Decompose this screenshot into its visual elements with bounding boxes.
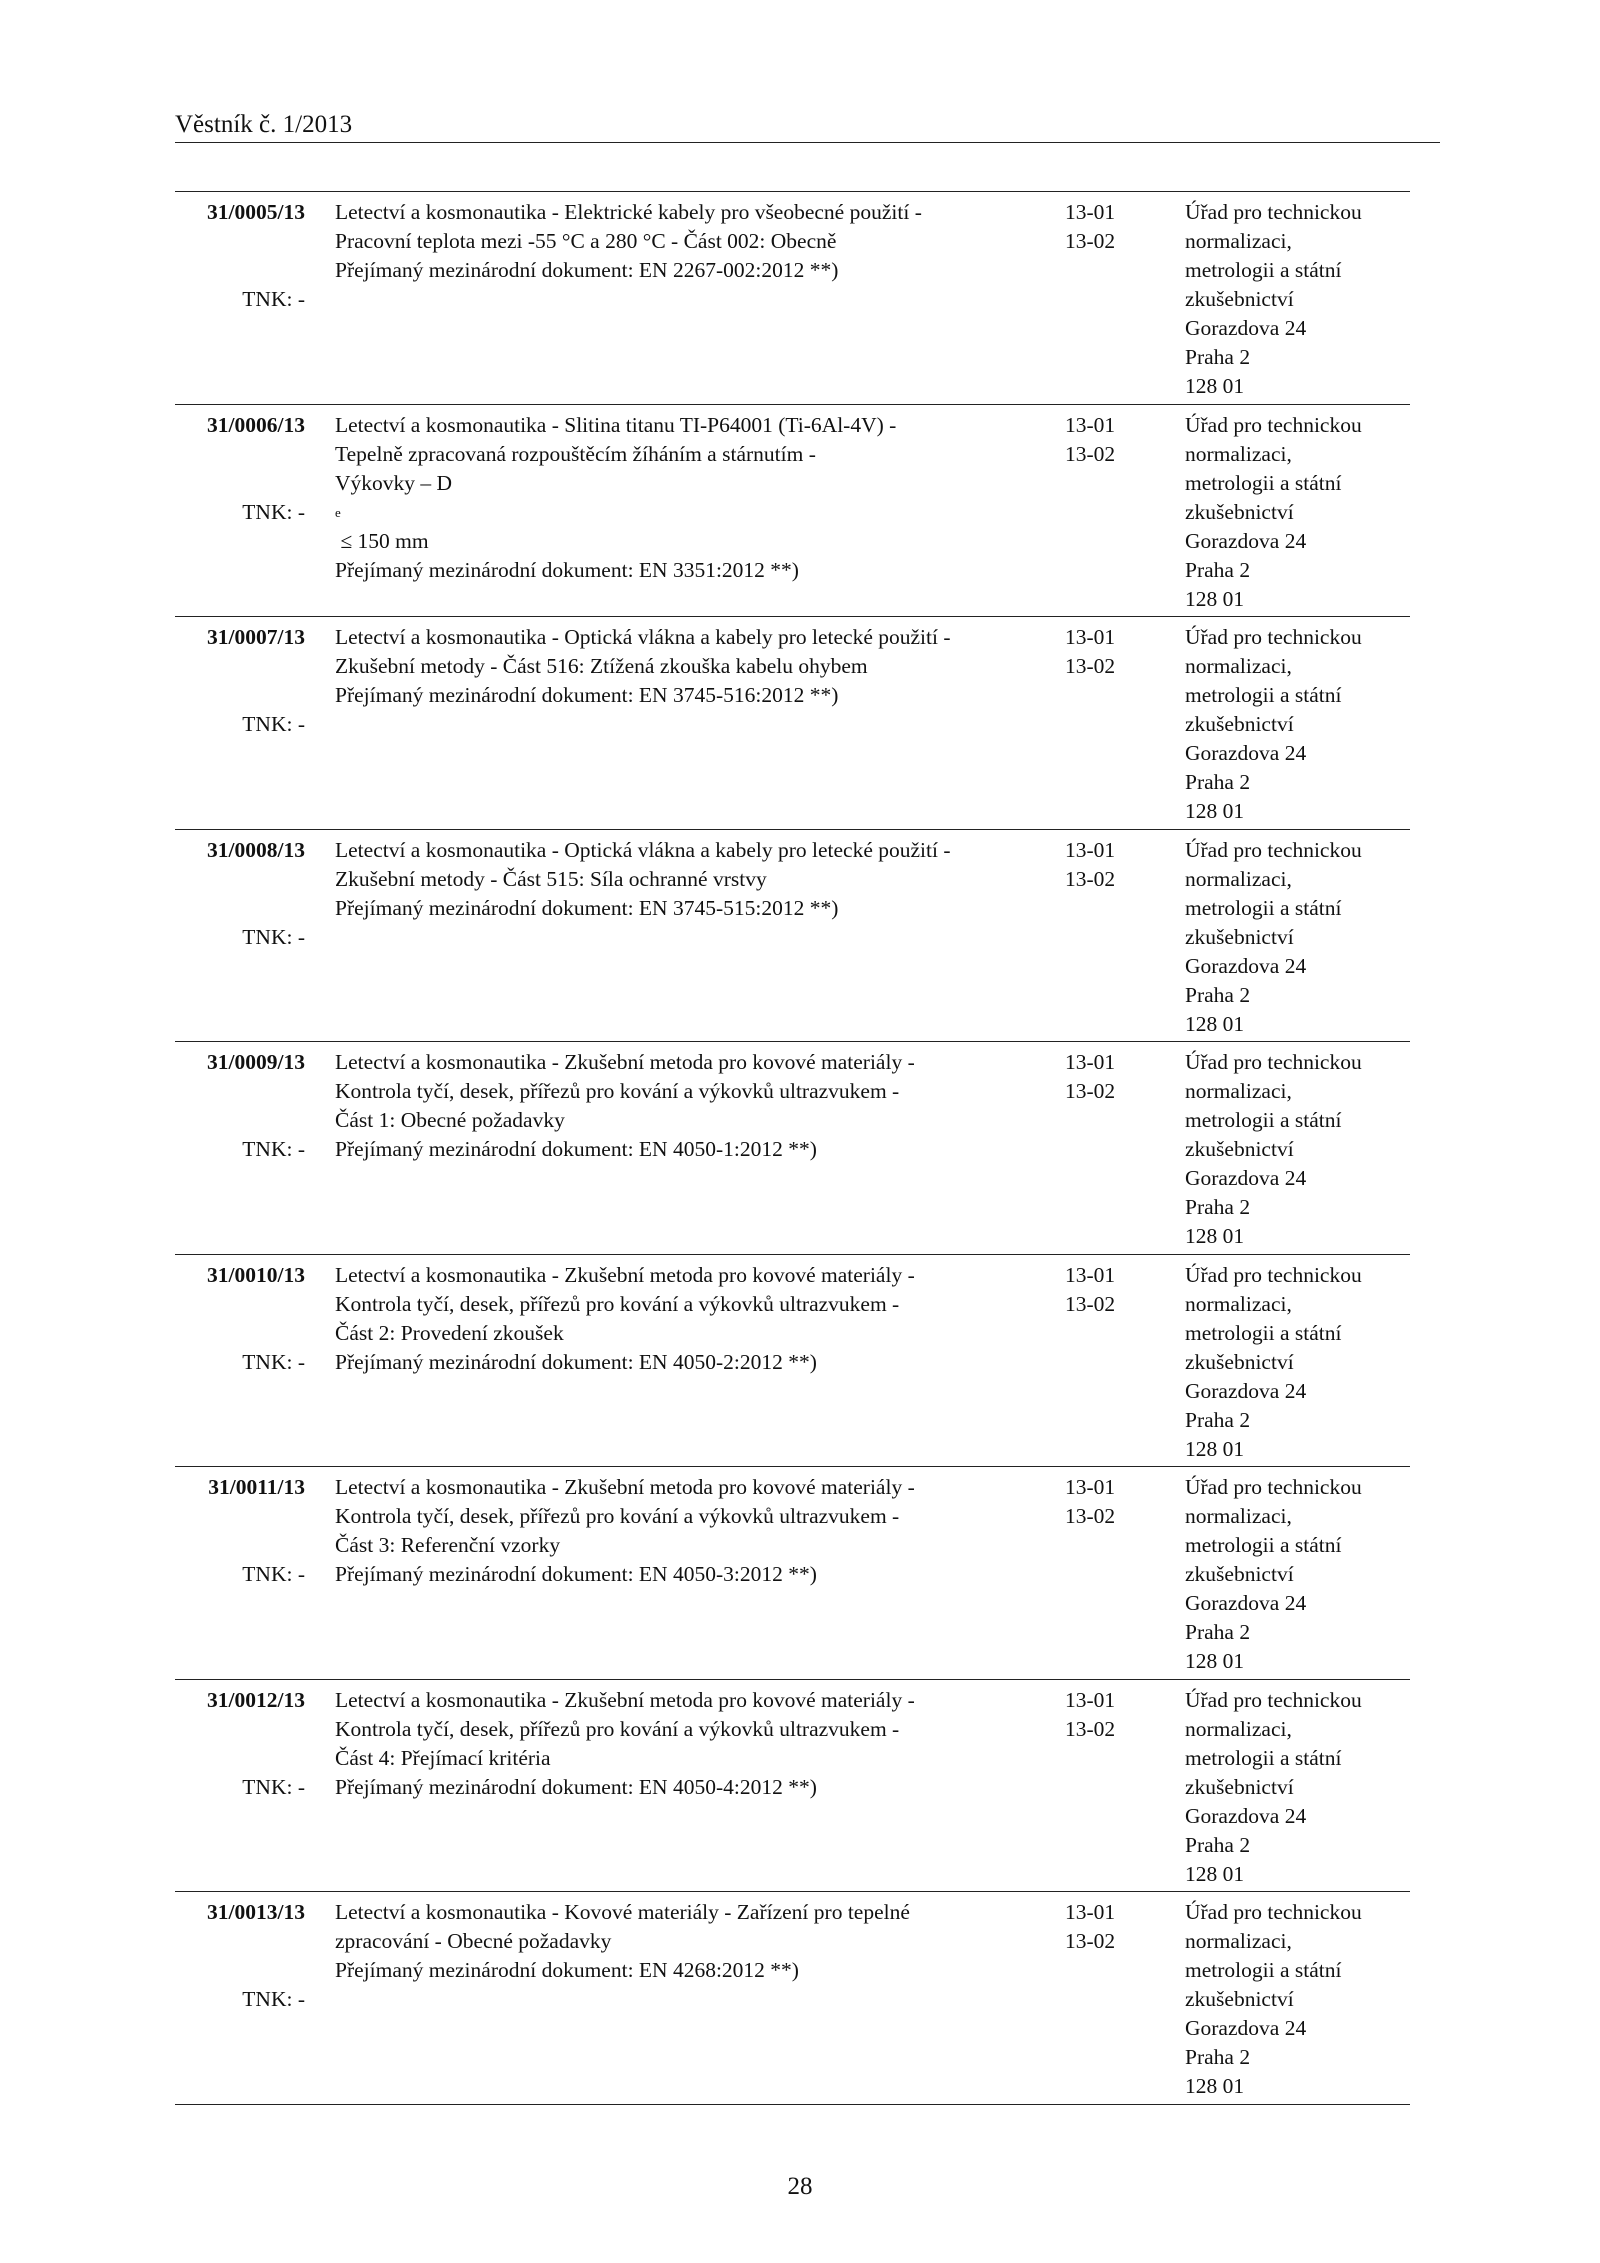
entry-codes bbox=[1065, 1261, 1155, 1319]
org-line: metrologii a státní bbox=[1185, 1533, 1342, 1557]
code: 13-01 bbox=[1065, 1475, 1116, 1499]
org-line: Úřad pro technickou bbox=[1185, 412, 1362, 437]
org-line: zkušebnictví bbox=[1185, 712, 1294, 736]
org-line: normalizaci, bbox=[1185, 229, 1292, 253]
org-line: Praha 2 bbox=[1185, 1620, 1251, 1644]
org-line: Gorazdova 24 bbox=[1185, 2016, 1307, 2040]
org-line: metrologii a státní bbox=[1185, 683, 1342, 707]
org-line: zkušebnictví bbox=[1185, 499, 1294, 524]
org-line: Úřad pro technickou bbox=[1185, 1475, 1362, 1499]
org-line: Praha 2 bbox=[1185, 982, 1251, 1007]
table-row bbox=[175, 1042, 1410, 1255]
description-line bbox=[335, 469, 1035, 556]
entry-id-cell bbox=[175, 623, 305, 739]
org-line: zkušebnictví bbox=[1185, 287, 1294, 311]
org-line: Gorazdova 24 bbox=[1185, 953, 1307, 978]
entry-id-cell bbox=[175, 198, 305, 314]
code: 13-02 bbox=[1065, 1716, 1116, 1741]
entry-id: 31/0008/13 bbox=[207, 837, 305, 862]
description-line: zpracování - Obecné požadavky bbox=[335, 1929, 612, 1953]
subscript: e bbox=[335, 504, 341, 520]
description-line: Přejímaný mezinárodní dokument: EN 4050-2:2012 **) bbox=[335, 1349, 817, 1374]
code: 13-02 bbox=[1065, 1079, 1116, 1103]
description-line: Část 1: Obecné požadavky bbox=[335, 1108, 565, 1132]
code: 13-01 bbox=[1065, 1687, 1116, 1712]
org-line: Gorazdova 24 bbox=[1185, 316, 1307, 340]
description-line: Letectví a kosmonautika - Zkušební metoda pro kovové materiály - bbox=[335, 1475, 915, 1499]
org-line: zkušebnictví bbox=[1185, 1562, 1294, 1586]
description-line: Letectví a kosmonautika - Elektrické kabely pro všeobecné použití - bbox=[335, 200, 922, 224]
org-line: normalizaci, bbox=[1185, 866, 1292, 891]
entry-codes bbox=[1065, 1898, 1155, 1956]
org-line: Úřad pro technickou bbox=[1185, 200, 1362, 224]
org-line: 128 01 bbox=[1185, 1011, 1245, 1036]
org-line: normalizaci, bbox=[1185, 1291, 1292, 1316]
table-row bbox=[175, 617, 1410, 830]
entry-description bbox=[335, 1261, 1035, 1377]
org-line: zkušebnictví bbox=[1185, 1774, 1294, 1799]
entry-tnk: TNK: - bbox=[242, 712, 305, 736]
code: 13-02 bbox=[1065, 866, 1116, 891]
org-line: 128 01 bbox=[1185, 1861, 1245, 1886]
description-line: Přejímaný mezinárodní dokument: EN 3745-515:2012 **) bbox=[335, 895, 839, 920]
code: 13-01 bbox=[1065, 625, 1116, 649]
description-line: Kontrola tyčí, desek, přířezů pro kování a výkovků ultrazvukem - bbox=[335, 1291, 900, 1316]
entry-id-cell bbox=[175, 1473, 305, 1589]
entry-tnk: TNK: - bbox=[242, 1137, 305, 1161]
org-line: Praha 2 bbox=[1185, 1407, 1251, 1432]
entry-id-cell bbox=[175, 411, 305, 527]
code: 13-01 bbox=[1065, 1050, 1116, 1074]
org-line: metrologii a státní bbox=[1185, 470, 1342, 495]
entry-tnk: TNK: - bbox=[242, 287, 305, 311]
entry-codes bbox=[1065, 836, 1155, 894]
description-line: Zkušební metody - Část 515: Síla ochranné vrstvy bbox=[335, 866, 767, 891]
entry-id: 31/0007/13 bbox=[207, 625, 305, 649]
org-line: Gorazdova 24 bbox=[1185, 1378, 1307, 1403]
code: 13-01 bbox=[1065, 1262, 1116, 1287]
description-line: Letectví a kosmonautika - Optická vlákna a kabely pro letecké použití - bbox=[335, 837, 951, 862]
description-line: Zkušební metody - Část 516: Ztížená zkouška kabelu ohybem bbox=[335, 654, 868, 678]
org-line: zkušebnictví bbox=[1185, 1987, 1294, 2011]
page-header bbox=[175, 110, 1440, 143]
entry-tnk: TNK: - bbox=[242, 1774, 305, 1799]
entry-tnk: TNK: - bbox=[242, 1349, 305, 1374]
org-line: normalizaci, bbox=[1185, 654, 1292, 678]
org-line: Praha 2 bbox=[1185, 2045, 1251, 2069]
code: 13-02 bbox=[1065, 1504, 1116, 1528]
entry-description bbox=[335, 623, 1035, 710]
description-line: Přejímaný mezinárodní dokument: EN 4268:2012 **) bbox=[335, 1958, 799, 1982]
org-line: 128 01 bbox=[1185, 586, 1245, 611]
entries-table bbox=[175, 191, 1410, 2105]
description-line: Část 3: Referenční vzorky bbox=[335, 1533, 561, 1557]
entry-id-cell bbox=[175, 836, 305, 952]
entry-tnk: TNK: - bbox=[242, 499, 305, 524]
org-line: metrologii a státní bbox=[1185, 1320, 1342, 1345]
table-row bbox=[175, 1255, 1410, 1468]
org-line: metrologii a státní bbox=[1185, 1745, 1342, 1770]
code: 13-01 bbox=[1065, 412, 1116, 437]
org-line: normalizaci, bbox=[1185, 1504, 1292, 1528]
description-line: Přejímaný mezinárodní dokument: EN 3745-516:2012 **) bbox=[335, 683, 839, 707]
org-line: metrologii a státní bbox=[1185, 258, 1342, 282]
entry-organization bbox=[1185, 198, 1415, 401]
entry-id: 31/0010/13 bbox=[207, 1262, 305, 1287]
org-line: Praha 2 bbox=[1185, 345, 1251, 369]
description-line: Kontrola tyčí, desek, přířezů pro kování a výkovků ultrazvukem - bbox=[335, 1716, 900, 1741]
org-line: Praha 2 bbox=[1185, 557, 1251, 582]
description-line: Tepelně zpracovaná rozpouštěcím žíháním a stárnutím - bbox=[335, 441, 816, 466]
entry-description bbox=[335, 411, 1035, 585]
entry-codes bbox=[1065, 1473, 1155, 1531]
org-line: Gorazdova 24 bbox=[1185, 528, 1307, 553]
org-line: Praha 2 bbox=[1185, 1195, 1251, 1219]
code: 13-01 bbox=[1065, 1900, 1116, 1924]
org-line: Gorazdova 24 bbox=[1185, 741, 1307, 765]
description-text: ≤ 150 mm bbox=[335, 528, 429, 553]
description-line: Kontrola tyčí, desek, přířezů pro kování a výkovků ultrazvukem - bbox=[335, 1504, 900, 1528]
org-line: metrologii a státní bbox=[1185, 895, 1342, 920]
entry-id: 31/0006/13 bbox=[207, 412, 305, 437]
org-line: 128 01 bbox=[1185, 2074, 1245, 2098]
org-line: Úřad pro technickou bbox=[1185, 1687, 1362, 1712]
description-line: Přejímaný mezinárodní dokument: EN 4050-3:2012 **) bbox=[335, 1562, 817, 1586]
description-line: Část 4: Přejímací kritéria bbox=[335, 1745, 551, 1770]
description-line: Letectví a kosmonautika - Kovové materiály - Zařízení pro tepelné bbox=[335, 1900, 910, 1924]
entry-tnk: TNK: - bbox=[242, 1562, 305, 1586]
table-row bbox=[175, 192, 1410, 405]
entry-organization bbox=[1185, 1898, 1415, 2101]
entry-tnk: TNK: - bbox=[242, 924, 305, 949]
org-line: 128 01 bbox=[1185, 1436, 1245, 1461]
table-row bbox=[175, 1467, 1410, 1680]
entry-id: 31/0011/13 bbox=[208, 1475, 305, 1499]
description-text: Výkovky – D bbox=[335, 470, 453, 495]
org-line: normalizaci, bbox=[1185, 1716, 1292, 1741]
table-row bbox=[175, 1892, 1410, 2105]
entry-organization bbox=[1185, 1261, 1415, 1464]
entry-organization bbox=[1185, 623, 1415, 826]
description-line: Přejímaný mezinárodní dokument: EN 4050-4:2012 **) bbox=[335, 1774, 817, 1799]
org-line: 128 01 bbox=[1185, 1224, 1245, 1248]
entry-codes bbox=[1065, 1686, 1155, 1744]
code: 13-02 bbox=[1065, 441, 1116, 466]
description-line: Přejímaný mezinárodní dokument: EN 3351:2012 **) bbox=[335, 557, 799, 582]
org-line: Úřad pro technickou bbox=[1185, 625, 1362, 649]
org-line: normalizaci, bbox=[1185, 441, 1292, 466]
org-line: Úřad pro technickou bbox=[1185, 1262, 1362, 1287]
entry-organization bbox=[1185, 1686, 1415, 1889]
org-line: zkušebnictví bbox=[1185, 924, 1294, 949]
description-line: Přejímaný mezinárodní dokument: EN 4050-1:2012 **) bbox=[335, 1137, 817, 1161]
entry-id: 31/0012/13 bbox=[207, 1687, 305, 1712]
entry-description bbox=[335, 836, 1035, 923]
code: 13-01 bbox=[1065, 200, 1116, 224]
org-line: Praha 2 bbox=[1185, 1832, 1251, 1857]
entry-id-cell bbox=[175, 1261, 305, 1377]
entry-description bbox=[335, 1473, 1035, 1589]
entry-id-cell bbox=[175, 1686, 305, 1802]
entry-description bbox=[335, 1048, 1035, 1164]
org-line: 128 01 bbox=[1185, 374, 1245, 398]
entry-codes bbox=[1065, 198, 1155, 256]
entry-organization bbox=[1185, 836, 1415, 1039]
org-line: Úřad pro technickou bbox=[1185, 837, 1362, 862]
code: 13-01 bbox=[1065, 837, 1116, 862]
entry-organization bbox=[1185, 1048, 1415, 1251]
description-line: Letectví a kosmonautika - Zkušební metoda pro kovové materiály - bbox=[335, 1687, 915, 1712]
entry-organization bbox=[1185, 411, 1415, 614]
org-line: Gorazdova 24 bbox=[1185, 1591, 1307, 1615]
org-line: Praha 2 bbox=[1185, 770, 1251, 794]
code: 13-02 bbox=[1065, 1929, 1116, 1953]
entry-description bbox=[335, 198, 1035, 285]
org-line: metrologii a státní bbox=[1185, 1958, 1342, 1982]
bulletin-title: Věstník č. 1/2013 bbox=[175, 111, 353, 138]
entry-codes bbox=[1065, 411, 1155, 469]
description-line: Pracovní teplota mezi -55 °C a 280 °C - Část 002: Obecně bbox=[335, 229, 837, 253]
code: 13-02 bbox=[1065, 229, 1116, 253]
org-line: zkušebnictví bbox=[1185, 1137, 1294, 1161]
table-row bbox=[175, 405, 1410, 618]
entry-codes bbox=[1065, 1048, 1155, 1106]
org-line: normalizaci, bbox=[1185, 1079, 1292, 1103]
table-row bbox=[175, 830, 1410, 1043]
org-line: normalizaci, bbox=[1185, 1929, 1292, 1953]
org-line: Úřad pro technickou bbox=[1185, 1900, 1362, 1924]
page-number: 28 bbox=[787, 2173, 813, 2200]
entry-id: 31/0005/13 bbox=[207, 200, 305, 224]
description-line: Přejímaný mezinárodní dokument: EN 2267-002:2012 **) bbox=[335, 258, 839, 282]
description-line: Letectví a kosmonautika - Zkušební metoda pro kovové materiály - bbox=[335, 1262, 915, 1287]
description-line: Část 2: Provedení zkoušek bbox=[335, 1320, 564, 1345]
entry-organization bbox=[1185, 1473, 1415, 1676]
entry-codes bbox=[1065, 623, 1155, 681]
org-line: zkušebnictví bbox=[1185, 1349, 1294, 1374]
description-line: Letectví a kosmonautika - Slitina titanu TI-P64001 (Ti-6Al-4V) - bbox=[335, 412, 897, 437]
entry-tnk: TNK: - bbox=[242, 1987, 305, 2011]
org-line: Úřad pro technickou bbox=[1185, 1050, 1362, 1074]
description-line: Letectví a kosmonautika - Optická vlákna a kabely pro letecké použití - bbox=[335, 625, 951, 649]
code: 13-02 bbox=[1065, 1291, 1116, 1316]
org-line: Gorazdova 24 bbox=[1185, 1166, 1307, 1190]
entry-id: 31/0013/13 bbox=[207, 1900, 305, 1924]
org-line: metrologii a státní bbox=[1185, 1108, 1342, 1132]
description-line: Letectví a kosmonautika - Zkušební metoda pro kovové materiály - bbox=[335, 1050, 915, 1074]
entry-description bbox=[335, 1686, 1035, 1802]
entry-description bbox=[335, 1898, 1035, 1985]
entry-id-cell bbox=[175, 1048, 305, 1164]
entry-id-cell bbox=[175, 1898, 305, 2014]
entry-id: 31/0009/13 bbox=[207, 1050, 305, 1074]
org-line: 128 01 bbox=[1185, 799, 1245, 823]
table-row bbox=[175, 1680, 1410, 1893]
org-line: 128 01 bbox=[1185, 1649, 1245, 1673]
code: 13-02 bbox=[1065, 654, 1116, 678]
org-line: Gorazdova 24 bbox=[1185, 1803, 1307, 1828]
description-line: Kontrola tyčí, desek, přířezů pro kování a výkovků ultrazvukem - bbox=[335, 1079, 900, 1103]
